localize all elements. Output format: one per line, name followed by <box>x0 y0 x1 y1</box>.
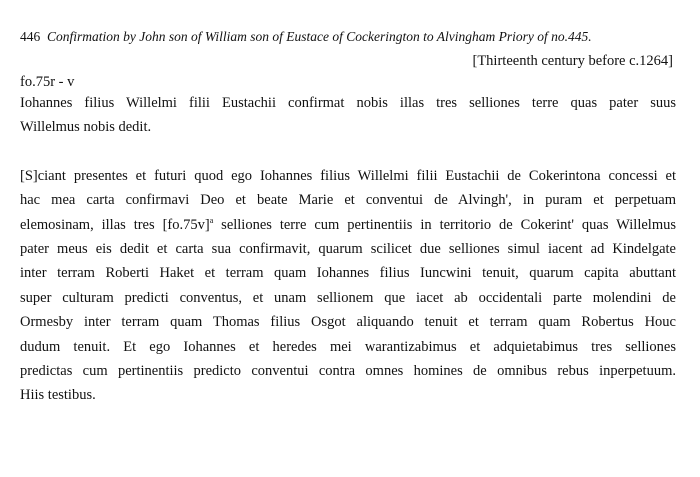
document-number: 446 <box>20 29 41 44</box>
document-title: Confirmation by John son of William son of Eustace of Cockerington to Alvingham Priory of no.445. <box>47 29 592 44</box>
summary-line: Iohannes filius Willelmi filii Eustachii confirmat nobis illas tres selliones terre quas pater suus <box>20 95 676 111</box>
charter-line: predictas cum pertinentiis predicto conventui contra omnes homines de omnibus rebus inperpetuum. <box>20 363 676 380</box>
charter-line: [S]ciant presentes et futuri quod ego Iohannes filius Willelmi filii Eustachii de Cokerintona concessi et <box>20 167 676 184</box>
charter-line: Hiis testibus. <box>20 387 96 404</box>
charter-line: hac mea carta confirmavi Deo et beate Marie et conventui de Alvingh', in puram et perpetuam <box>20 192 676 209</box>
charter-line: inter terram Roberti Haket et terram quam Iohannes filius Iuncwini tenuit, quarum capita abuttant <box>20 265 676 282</box>
footnote-marker: a <box>209 215 214 225</box>
document-heading <box>20 28 676 45</box>
summary-paragraph <box>20 91 676 140</box>
charter-line-start: elemosinam, illas tres [fo.75v] <box>20 216 210 233</box>
folio-reference: fo.75r - v <box>20 74 75 90</box>
charter-paragraph <box>20 164 676 408</box>
charter-line-end: selliones terre cum pertinentiis in territorio de Cokerint' quas Willelmus <box>213 216 677 233</box>
date-note: [Thirteenth century before c.1264] <box>472 53 673 69</box>
summary-line: Willelmus nobis dedit. <box>20 119 152 136</box>
charter-line: pater meus eis dedit et carta sua confirmavit, quarum scilicet due selliones simul iacent ad Kindelgate <box>20 241 676 258</box>
charter-line: super culturam predicti conventus, et unam sellionem que iacet ab occidentali parte molendini de <box>20 289 676 306</box>
charter-line: Ormesby inter terram quam Thomas filius Osgot aliquando tenuit et terram quam Robertus Houc <box>20 314 676 331</box>
charter-line: dudum tenuit. Et ego Iohannes et heredes mei warantizabimus et adquietabimus tres selliones <box>20 338 676 355</box>
document-page <box>20 28 676 408</box>
charter-line <box>20 213 676 237</box>
